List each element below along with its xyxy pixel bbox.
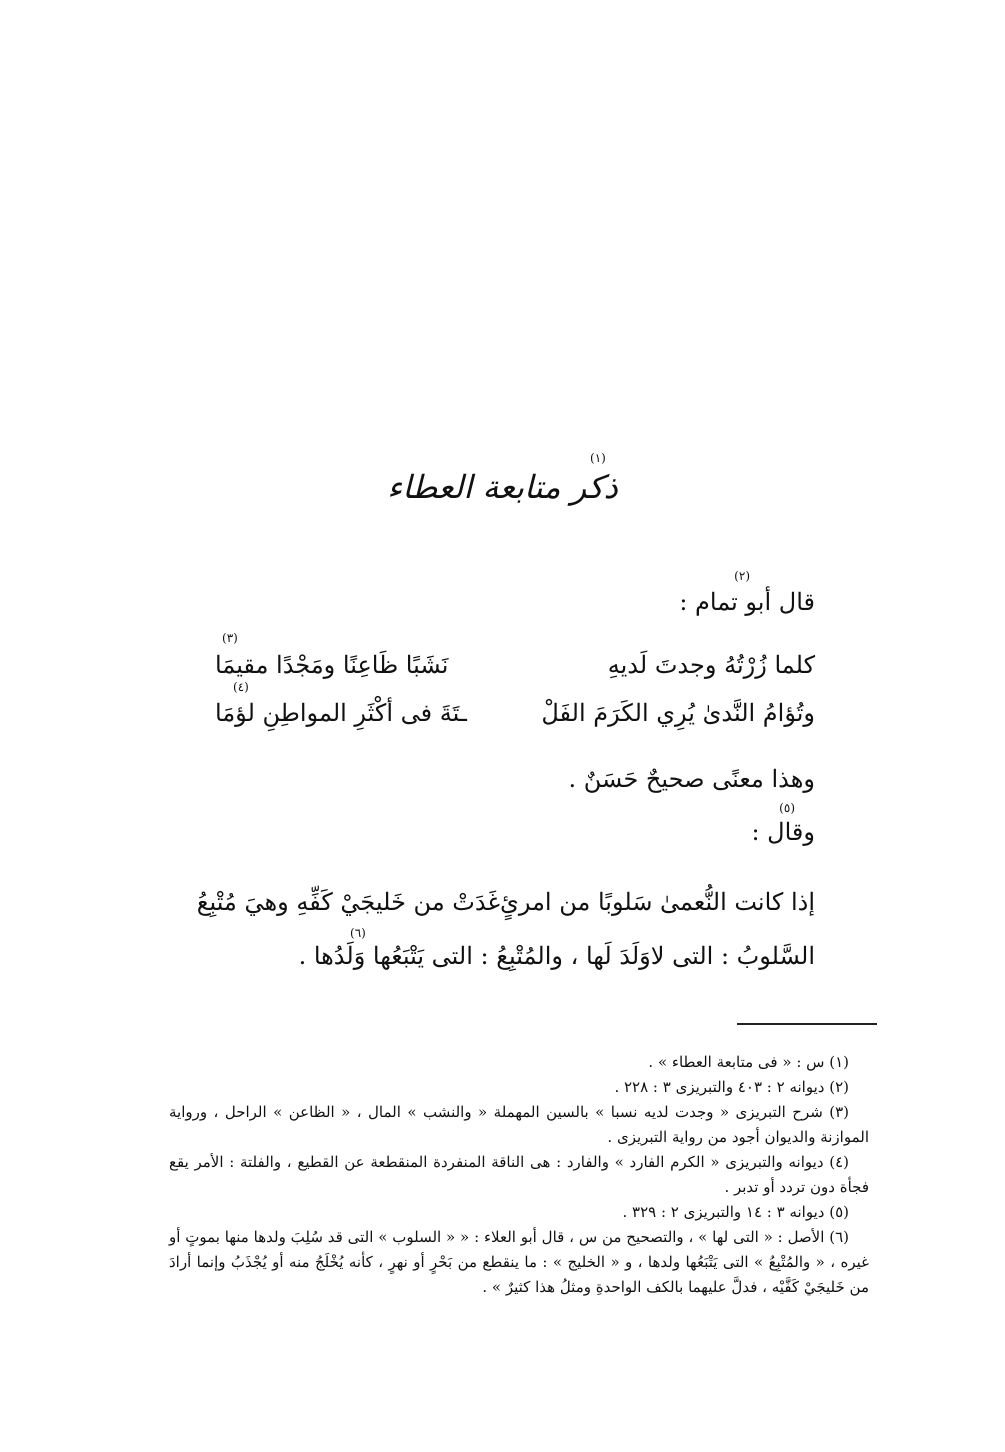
verse-footnote-marker: (٤) [233, 680, 249, 694]
verse-line [215, 693, 815, 733]
verse-line [215, 645, 815, 685]
verse-line [196, 882, 815, 922]
gloss-line: السَّلوبُ : التى لاوَلَدَ لَها ، والمُتْبِعُ : التى يَتْبَعُها وَلَدُها . [298, 942, 815, 970]
footnote: (٥) ديوانه ٣ : ١٤ والتبريزى ٢ : ٣٢٩ . [622, 1203, 849, 1221]
verse-second-hemistich: نَشَبًا ظَاعِنًا ومَجْدًا مقيمَا [215, 651, 449, 679]
footnote-divider [737, 1023, 877, 1025]
footnote: (٦) الأصل : « التى لها » ، والتصحيح من س ، قال أبو العلاء : « « السلوب » التى قد سُلِبَ ولدها منها بموتٍ أو غيره ، « والمُتْبِعُ » التى يَتْبَعُها ولدها ، و « الخليج » : ما ينقطع من بَحْرٍ أو نهرٍ ، كأنه يُخْلَجُ منه أو يُجْذَبُ وإنما أرادَ من خَليجَيْ كَفَّيْه ، فدلَّ عليهما بالكف الواحدةِ ومثلُ هذا كثيرٌ » . [169, 1228, 869, 1296]
commentary-line: وهذا معنًى صحيحٌ حَسَنٌ . [568, 765, 815, 793]
poet-intro: قال أبو تمام : [679, 588, 815, 616]
title-footnote-marker: (١) [590, 451, 606, 465]
intro-footnote-marker: (٥) [779, 801, 795, 815]
chapter-title: ذكر متابعة العطاء [387, 468, 618, 506]
verse-footnote-marker: (٣) [222, 631, 238, 645]
gloss-footnote-marker: (٦) [350, 926, 366, 940]
footnote: (٢) ديوانه ٢ : ٤٠٣ والتبريزى ٣ : ٢٢٨ . [614, 1078, 849, 1096]
footnotes [169, 1050, 869, 1300]
verse-first-hemistich: وتُؤامُ النَّدىٰ يُرِي الكَرَمَ الفَلْ [541, 699, 815, 727]
footnote: (٣) شرح التبريزى « وجدت لديه نسبا » بالسين المهملة « والنشب » المال ، « الظاعن » الراحل ، ورواية الموازنة والديوان أجود من رواية التبريزى . [169, 1103, 869, 1146]
verse-second-hemistich: غَدَتْ من خَليجَيْ كَفِّهِ وهيَ مُتْبِعُ [196, 888, 501, 916]
verse-first-hemistich: كلما زُرْتُهُ وجدتَ لَديهِ [607, 651, 815, 679]
footnote: (١) س : « فى متابعة العطاء » . [648, 1053, 849, 1071]
poet-intro: وقال : [751, 818, 815, 846]
intro-footnote-marker: (٢) [734, 569, 750, 583]
footnote: (٤) ديوانه والتبريزى « الكرم الفارد » والفارد : هى الناقة المنفردة المنقطعة عن القطيع ، والفلتة : الأمر يقع فجأة دون تردد أو تدبر . [169, 1153, 869, 1196]
verse-second-hemistich: ـتَةَ فى أكْثَرِ المواطِنِ لؤمَا [215, 699, 467, 727]
verse-first-hemistich: إذا كانت النُّعمىٰ سَلوبًا من امرئٍ [500, 888, 815, 916]
